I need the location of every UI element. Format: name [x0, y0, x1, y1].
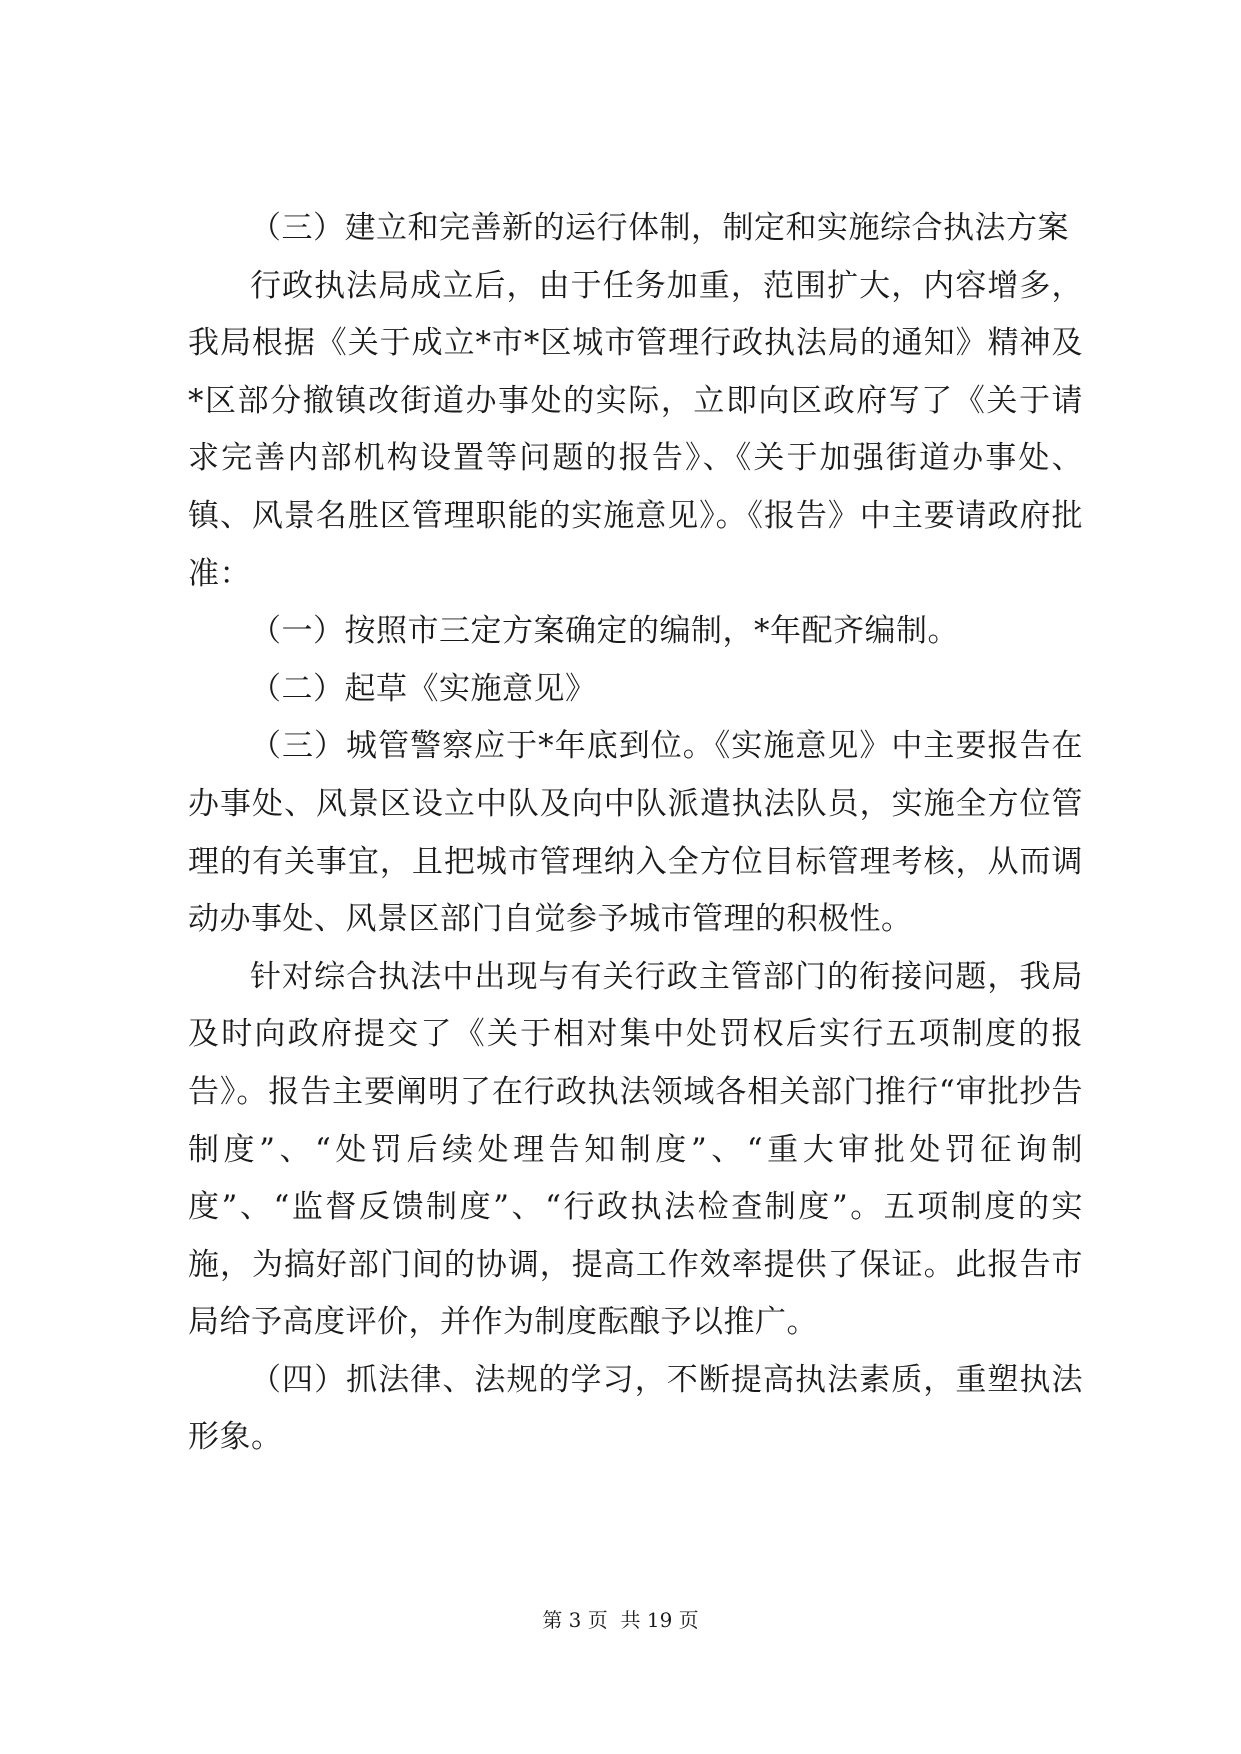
- heading-section-4: （四）抓法律、法规的学习，不断提高执法素质，重塑执法形象。: [188, 1361, 1083, 1456]
- heading-section-3: （三）建立和完善新的运行体制，制定和实施综合执法方案: [250, 210, 1069, 246]
- page-footer: [0, 1608, 1241, 1632]
- list-item-2: （二）起草《实施意见》: [250, 670, 597, 707]
- document-body: [188, 200, 1083, 1467]
- paragraph-reports: 行政执法局成立后，由于任务加重，范围扩大，内容增多，我局根据《关于成立*市*区城市管理行政执法局的通知》精神及*区部分撤镇改街道办事处的实际，立即向区政府写了《关于请求完善内部机构设置等问题的报告》、《关于加强街道办事处、镇、风景名胜区管理职能的实施意见》。《报告》中主要请政府批准：: [188, 267, 1083, 592]
- paragraph-five-systems: 针对综合执法中出现与有关行政主管部门的衔接问题，我局及时向政府提交了《关于相对集中处罚权后实行五项制度的报告》。报告主要阐明了在行政执法领域各相关部门推行“审批抄告制度”、“处罚后续处理告知制度”、“重大审批处罚征询制度”、“监督反馈制度”、“行政执法检查制度”。五项制度的实施，为搞好部门间的协调，提高工作效率提供了保证。此报告市局给予高度评价，并作为制度酝酿予以推广。: [188, 958, 1083, 1341]
- page-number-label: 第 3 页 共 19 页: [542, 1608, 699, 1632]
- list-item-1: （一）按照市三定方案确定的编制，*年配齐编制。: [250, 613, 959, 650]
- list-item-3: （三）城管警察应于*年底到位。《实施意见》中主要报告在办事处、风景区设立中队及向中队派遣执法队员，实施全方位管理的有关事宜，且把城市管理纳入全方位目标管理考核，从而调动办事处、风景区部门自觉参予城市管理的积极性。: [188, 728, 1083, 938]
